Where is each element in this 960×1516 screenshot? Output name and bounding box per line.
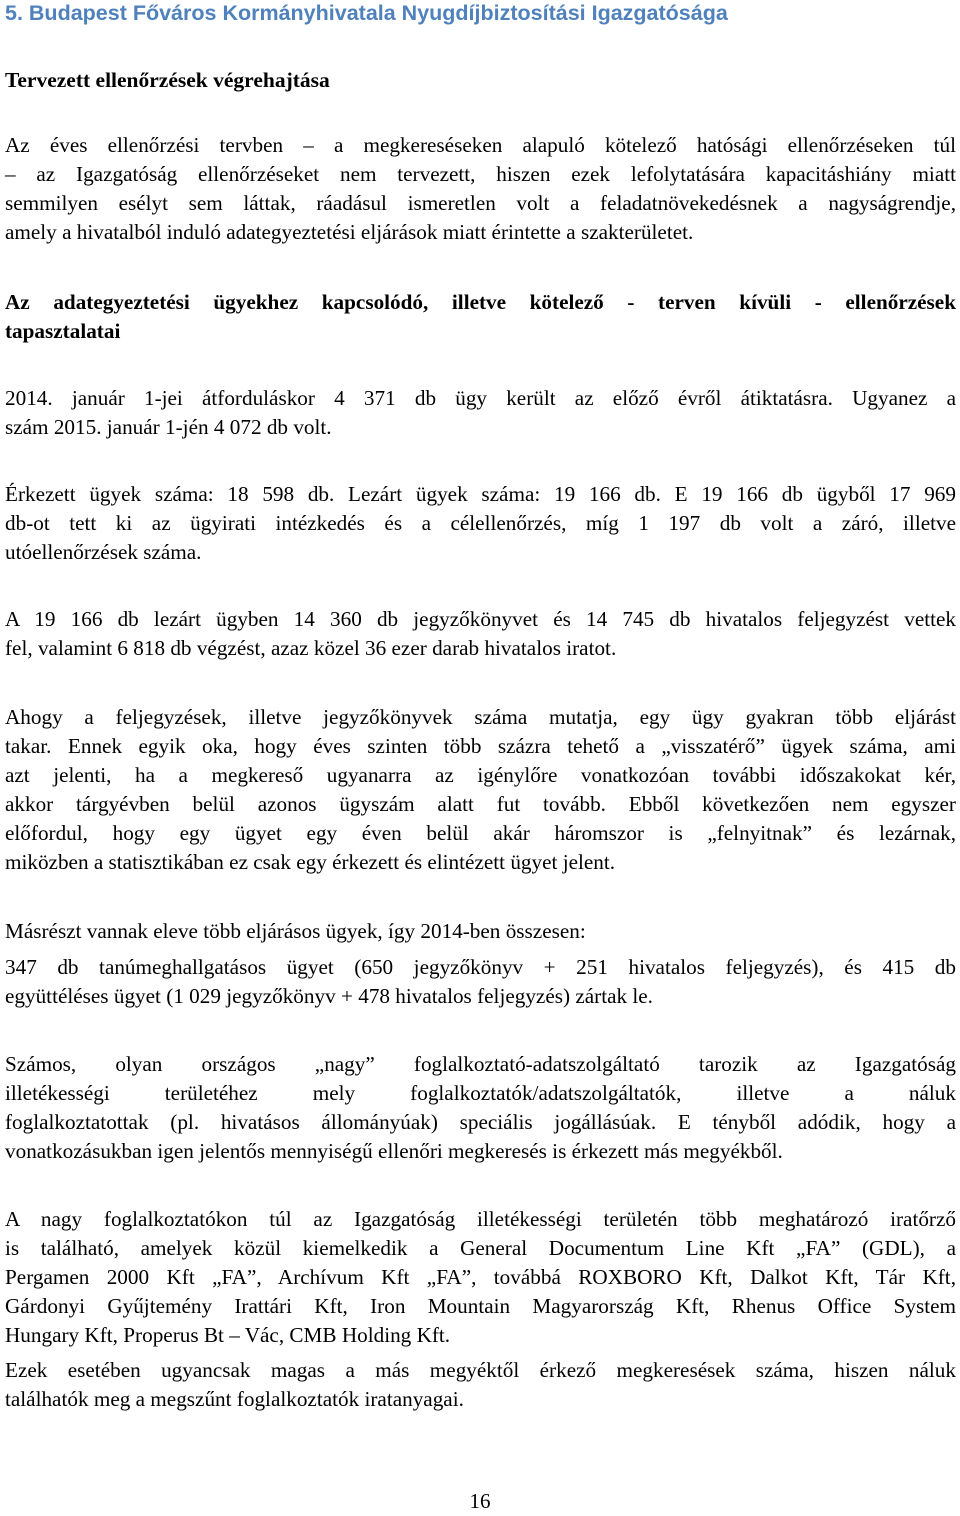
text-line: A 19 166 db lezárt ügyben 14 360 db jegyzőkönyvet és 14 745 db hivatalos feljegyzést vettek	[5, 607, 956, 631]
text-line: Az adategyeztetési ügyekhez kapcsolódó, illetve kötelező - terven kívüli - ellenőrzések	[5, 290, 956, 314]
text-line: együttéléses ügyet (1 029 jegyzőkönyv + 478 hivatalos feljegyzés) zártak le.	[5, 984, 653, 1008]
paragraph-case-counts	[5, 480, 956, 567]
text-line: Hungary Kft, Properus Bt – Vác, CMB Holding Kft.	[5, 1323, 451, 1347]
text-line: szám 2015. január 1-jén 4 072 db volt.	[5, 415, 332, 439]
text-line: tapasztalatai	[5, 319, 121, 343]
paragraph-national-employers	[5, 1050, 956, 1166]
text-line: miközben a statisztikában ez csak egy érkezett és elintézett ügyet jelent.	[5, 850, 616, 874]
paragraph-multiple-procedures	[5, 703, 956, 877]
text-line: Másrészt vannak eleve több eljárásos ügyek, így 2014-ben összesen:	[5, 919, 586, 943]
text-line: 2014. január 1-jei átforduláskor 4 371 db ügy került az előző évről átiktatásra. Ugyanez a	[5, 386, 956, 410]
text-line: azt jelenti, ha a megkereső ugyanarra az igénylőre vonatkozóan további időszakokat kér,	[5, 763, 956, 787]
text-line: Érkezett ügyek száma: 18 598 db. Lezárt ügyek száma: 19 166 db. E 19 166 db ügyből 17 969	[5, 482, 956, 506]
page-number: 16	[469, 1489, 491, 1513]
text-line: takar. Ennek egyik oka, hogy éves szinten több százra tehető a „visszatérő” ügyek száma, ami	[5, 734, 956, 758]
section-title: 5. Budapest Főváros Kormányhivatala Nyugdíjbiztosítási Igazgatósága	[5, 1, 728, 25]
subheading: Tervezett ellenőrzések végrehajtása	[5, 68, 330, 92]
text-line: Ahogy a feljegyzések, illetve jegyzőkönyvek száma mutatja, egy ügy gyakran több eljárást	[5, 705, 956, 729]
text-line: akkor tárgyévben belül azonos ügyszám alatt fut tovább. Ebből következően nem egyszer	[5, 792, 956, 816]
text-line: vonatkozásukban igen jelentős mennyiségű ellenőri megkeresés is érkezett más megyékből.	[5, 1139, 783, 1163]
text-line: Az éves ellenőrzési tervben – a megkereséseken alapuló kötelező hatósági ellenőrzéseken túl	[5, 133, 956, 157]
text-line: illetékességi területéhez mely foglalkoztatók/adatszolgáltatók, illetve a náluk	[5, 1081, 956, 1105]
text-line: Gárdonyi Gyűjtemény Irattári Kft, Iron Mountain Magyarország Kft, Rhenus Office System	[5, 1294, 956, 1318]
text-line: Ezek esetében ugyancsak magas a más megyéktől érkező megkeresések száma, hiszen náluk	[5, 1358, 956, 1382]
subheading-experiences	[5, 288, 956, 346]
text-line: 347 db tanúmeghallgatásos ügyet (650 jegyzőkönyv + 251 hivatalos feljegyzés), és 415 db	[5, 955, 956, 979]
paragraph-archives	[5, 1205, 956, 1350]
paragraph-multi-procedure-intro	[5, 917, 956, 946]
paragraph-archives-requests	[5, 1356, 956, 1414]
text-line: amely a hivatalból induló adategyeztetési eljárások miatt érintette a szakterületet.	[5, 220, 694, 244]
paragraph-witness-cases	[5, 953, 956, 1011]
paragraph-carryover	[5, 384, 956, 442]
text-line: foglalkoztatottak (pl. hivatásos állományúak) speciális jogállásúak. E tényből adódik, hogy a	[5, 1110, 956, 1134]
text-line: előfordul, hogy egy ügyet egy éven belül akár háromszor is „felnyitnak” és lezárnak,	[5, 821, 956, 845]
paragraph-documents	[5, 605, 956, 663]
text-line: – az Igazgatóság ellenőrzéseket nem tervezett, hiszen ezek lefolytatására kapacitáshiány miatt	[5, 162, 956, 186]
text-line: db-ot tett ki az ügyirati intézkedés és a célellenőrzés, míg 1 197 db volt a záró, illetve	[5, 511, 956, 535]
text-line: fel, valamint 6 818 db végzést, azaz közel 36 ezer darab hivatalos iratot.	[5, 636, 617, 660]
text-line: találhatók meg a megszűnt foglalkoztatók iratanyagai.	[5, 1387, 464, 1411]
text-line: Számos, olyan országos „nagy” foglalkoztató-adatszolgáltató tarozik az Igazgatóság	[5, 1052, 956, 1076]
text-line: A nagy foglalkoztatókon túl az Igazgatóság illetékességi területén több meghatározó iratőrző	[5, 1207, 956, 1231]
text-line: is található, amelyek közül kiemelkedik a General Documentum Line Kft „FA” (GDL), a	[5, 1236, 956, 1260]
text-line: utóellenőrzések száma.	[5, 540, 202, 564]
text-line: semmilyen esélyt sem láttak, ráadásul ismeretlen volt a feladatnövekedésnek a nagyságrendje,	[5, 191, 956, 215]
paragraph-intro	[5, 131, 956, 247]
text-line: Pergamen 2000 Kft „FA”, Archívum Kft „FA”, továbbá ROXBORO Kft, Dalkot Kft, Tár Kft,	[5, 1265, 956, 1289]
